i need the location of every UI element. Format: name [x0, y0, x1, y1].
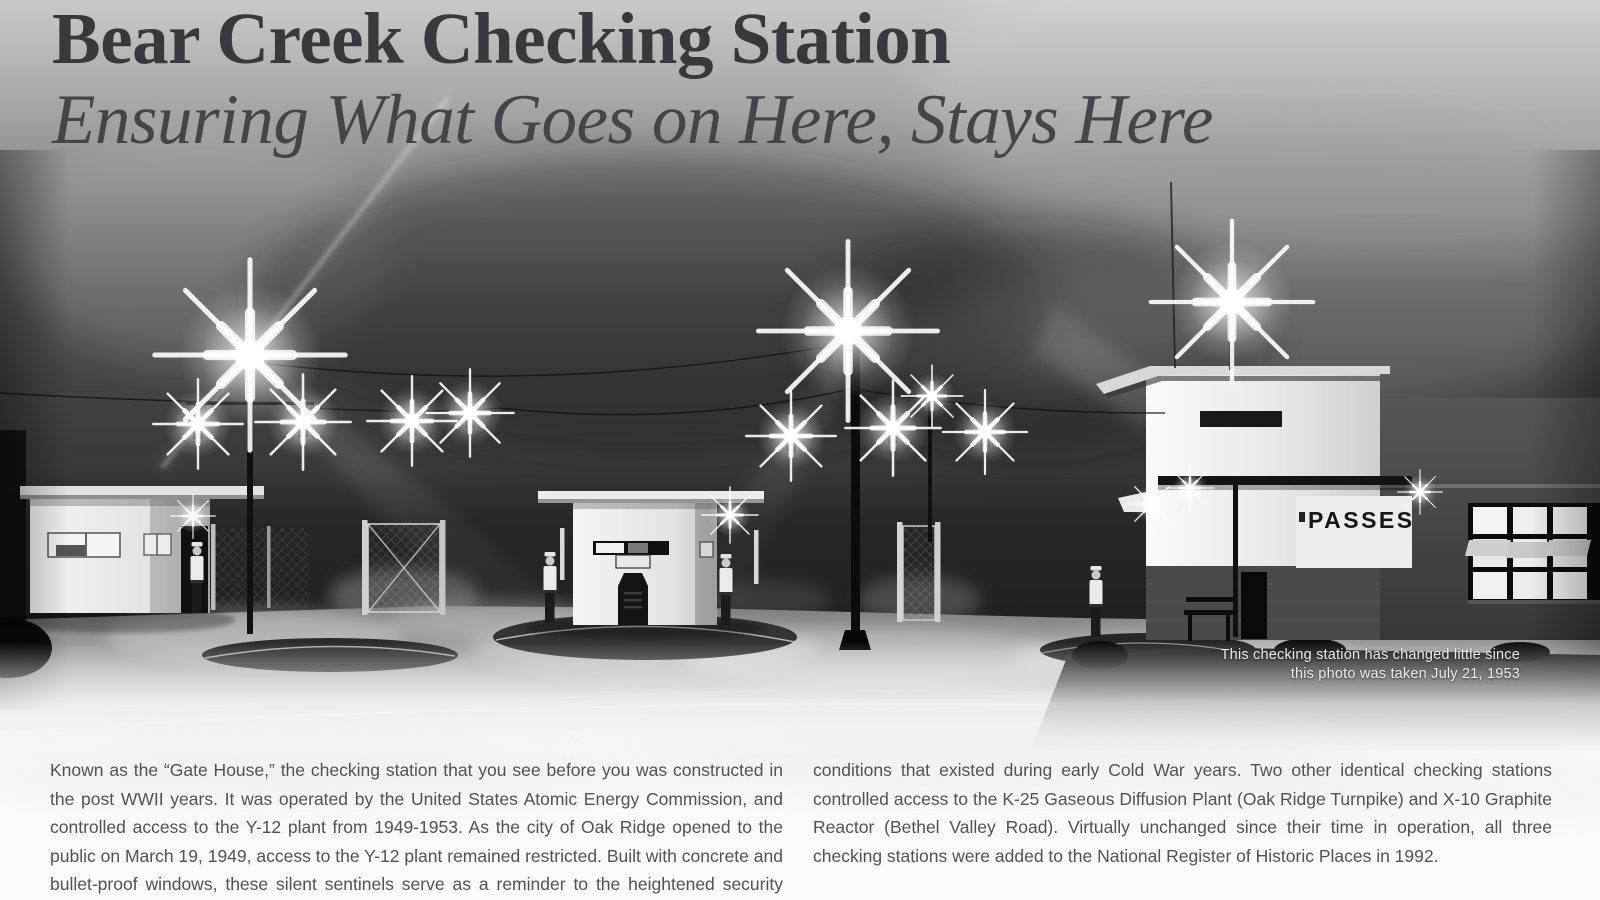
page-title: Bear Creek Checking Station	[52, 0, 951, 79]
body-paragraph-right: conditions that existed during early Cold War years. Two other identical checking stations controlled access to the K-25 Gaseous Diffusion Plant (Oak Ridge Turnpike) and X-10 Graphite Reactor (Bethel Valley Road). Virtually unchanged since their time in operation, all three checking stations were added to the National Register of Historic Places in 1992.	[813, 760, 1552, 866]
body-text-columns	[50, 756, 1552, 899]
photo-caption	[1221, 646, 1520, 683]
body-paragraph-left: Known as the “Gate House,” the checking station that you see before you was constructed in the post WWII years. It was operated by the United States Atomic Energy Commission, and controlled access to the Y-12 plant from 1949-1953. As the city of Oak Ridge opened to the public on March 19, 1949, access to the Y-12 plant remained restricted. Built with concrete and bullet-proof windows, these silent sentinels serve as a reminder to the heightened security	[50, 760, 783, 895]
sign-mark	[1299, 512, 1305, 522]
photo-caption-line-1: This checking station has changed little since	[1220, 647, 1520, 663]
passes-sign: PASSES	[1308, 507, 1415, 533]
photo-caption-line-2: this photo was taken July 21, 1953	[1290, 665, 1520, 682]
page-subtitle: Ensuring What Goes on Here, Stays Here	[52, 81, 1213, 159]
